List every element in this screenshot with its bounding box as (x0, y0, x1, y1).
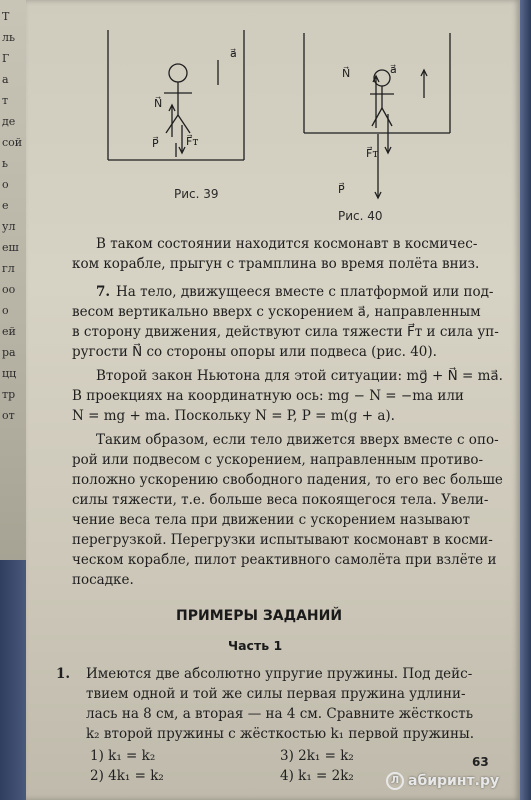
task-number: 1. (56, 666, 71, 682)
text-line: В проекциях на координатную ось: mg − N = −ma или (72, 388, 464, 404)
figure-40-diagram (302, 28, 452, 208)
adjacent-page-fragment: ей (2, 325, 16, 338)
fig39-caption: Рис. 39 (174, 187, 219, 201)
adjacent-page-fragment: еш (2, 241, 19, 254)
adjacent-page-fragment: гл (2, 262, 15, 275)
adjacent-page-fragment: Г (2, 52, 10, 65)
text-line: Таким образом, если тело движется вверх вместе с опо- (96, 432, 499, 448)
text-line: ческом корабле, пилот реактивного самолёта при взлёте и (72, 552, 497, 568)
item-number: 7. (96, 284, 111, 300)
fig40-caption: Рис. 40 (338, 209, 383, 223)
text-line: Второй закон Ньютона для этой ситуации: mg⃗ + N⃗ = ma⃗. (96, 368, 503, 384)
text-line: в сторону движения, действуют сила тяжести F⃗т и сила уп- (72, 324, 499, 340)
adjacent-page-fragment: Т (2, 10, 10, 23)
adjacent-page-fragment: е (2, 199, 9, 212)
adjacent-page-fragment: тр (2, 388, 16, 401)
watermark-text: абиринт.ру (408, 773, 500, 789)
fig40-label-a: a⃗ (390, 63, 397, 76)
text-line: ругости N⃗ со стороны опоры или подвеса (рис. 40). (72, 344, 437, 360)
adjacent-page-fragment: а (2, 73, 9, 86)
answer-option-3: 3) 2k₁ = k₂ (280, 748, 354, 764)
fig39-label-a: a⃗ (230, 47, 237, 60)
adjacent-page-edge (0, 0, 26, 560)
watermark (386, 772, 499, 790)
text-line: ком корабле, прыгун с трамплина во время полёта вниз. (72, 256, 480, 272)
adjacent-page-fragment: цц (2, 367, 17, 380)
text-line: В таком состоянии находится космонавт в космичес- (96, 236, 478, 252)
task-line: твием одной и той же силы первая пружина удлини- (86, 686, 466, 702)
adjacent-page-fragment: ра (2, 346, 16, 359)
adjacent-page-fragment: о (2, 304, 9, 317)
adjacent-page-fragment: де (2, 115, 16, 128)
task-line: Имеются две абсолютно упругие пружины. Под дейс- (86, 666, 473, 682)
book-spine-shadow (520, 0, 531, 800)
fig39-label-p: P⃗ (152, 137, 159, 150)
adjacent-page-fragment: о (2, 178, 9, 191)
text-line: весом вертикально вверх с ускорением a⃗, направленным (72, 304, 481, 320)
adjacent-page-fragment: оо (2, 283, 16, 296)
text-line: положно ускорению свободного падения, то его вес больше (72, 472, 503, 488)
adjacent-page-fragment: ул (2, 220, 16, 233)
fig40-label-ft: F⃗т (366, 147, 379, 160)
fig39-label-n: N⃗ (154, 97, 163, 110)
page-number: 63 (472, 755, 489, 769)
text-line: N = mg + ma. Поскольку N = P, P = m(g + a). (72, 408, 395, 424)
book-page (26, 0, 520, 800)
watermark-logo-icon: Л (386, 772, 404, 790)
adjacent-page-fragment: сой (2, 136, 23, 149)
text-line: рой или подвесом с ускорением, направленным противо- (72, 452, 484, 468)
text-line: На тело, движущееся вместе с платформой или под- (116, 284, 494, 300)
adjacent-page-fragment: ь (2, 157, 8, 170)
text-line: силы тяжести, т.е. больше веса покоящегося тела. Увели- (72, 492, 489, 508)
answer-option-2: 2) 4k₁ = k₂ (90, 768, 164, 784)
fig40-label-p: P⃗ (338, 183, 345, 196)
figure-39-diagram (106, 25, 246, 165)
part-heading: Часть 1 (228, 638, 283, 653)
section-heading: ПРИМЕРЫ ЗАДАНИЙ (176, 608, 343, 624)
text-line: чение веса тела при движении с ускорением называют (72, 512, 470, 528)
task-line: лась на 8 см, а вторая — на 4 см. Сравните жёсткость (86, 706, 474, 722)
adjacent-page-fragment: ль (2, 31, 15, 44)
text-line: перегрузкой. Перегрузки испытывают космонавт в косми- (72, 532, 493, 548)
answer-option-1: 1) k₁ = k₂ (90, 748, 156, 764)
adjacent-page-fragment: от (2, 409, 15, 422)
text-line: посадке. (72, 572, 134, 588)
answer-option-4: 4) k₁ = 2k₂ (280, 768, 354, 784)
fig40-label-n: N⃗ (342, 67, 351, 80)
fig39-label-ft: F⃗т (186, 135, 199, 148)
task-line: k₂ второй пружины с жёсткостью k₁ первой пружины. (86, 726, 475, 742)
adjacent-page-fragment: т (2, 94, 9, 107)
